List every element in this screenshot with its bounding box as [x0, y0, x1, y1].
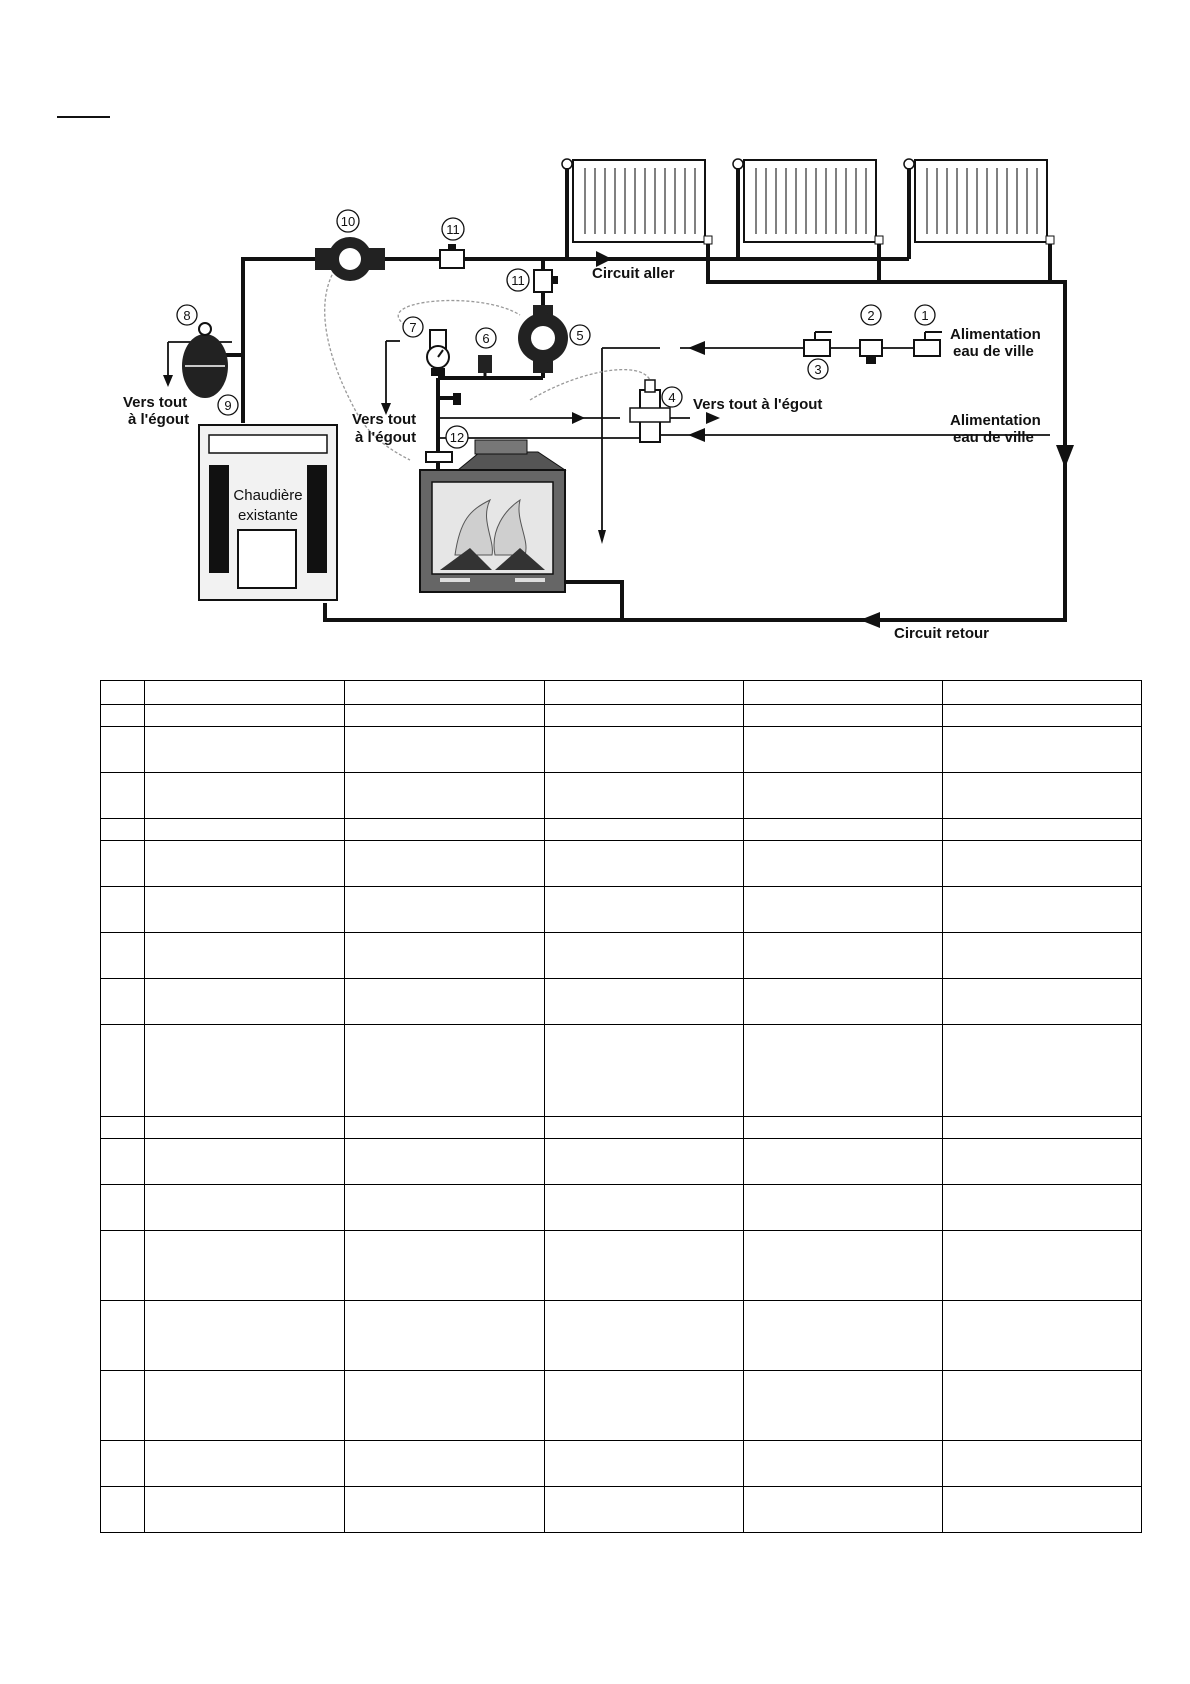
svg-text:2: 2: [867, 308, 875, 323]
table-cell: [145, 979, 345, 1025]
table-cell: [345, 1301, 545, 1371]
table-cell: [101, 1441, 145, 1487]
table-cell: [545, 887, 744, 933]
table-cell: [545, 727, 744, 773]
sensor-12-icon: [426, 452, 452, 462]
table-row: [101, 1231, 1142, 1301]
svg-text:11: 11: [446, 222, 460, 237]
marker-11a: [442, 218, 464, 240]
safety-valve-6-icon: [478, 355, 492, 378]
table-cell: [744, 1185, 943, 1231]
table-cell: [744, 1025, 943, 1117]
table-cell: [545, 681, 744, 705]
marker-6: [476, 328, 496, 348]
table-cell: [101, 841, 145, 887]
table-row: [101, 1371, 1142, 1441]
table-cell: [545, 979, 744, 1025]
radiator-3: [904, 159, 1054, 244]
table-cell: [101, 1301, 145, 1371]
table-cell: [345, 1185, 545, 1231]
label-egout-right: Vers tout à l'égout: [693, 396, 823, 413]
table-cell: [545, 1139, 744, 1185]
marker-2: [861, 305, 881, 325]
table-cell: [744, 727, 943, 773]
table-cell: [345, 1441, 545, 1487]
table-cell: [943, 1231, 1142, 1301]
marker-3: [808, 359, 828, 379]
table-cell: [145, 1117, 345, 1139]
marker-1: [915, 305, 935, 325]
table-cell: [943, 727, 1142, 773]
table-cell: [545, 1117, 744, 1139]
table-cell: [345, 1487, 545, 1533]
table-cell: [744, 841, 943, 887]
svg-text:1: 1: [921, 308, 929, 323]
table-cell: [943, 1441, 1142, 1487]
table-cell: [744, 773, 943, 819]
table-cell: [943, 1185, 1142, 1231]
svg-text:10: 10: [340, 214, 356, 229]
marker-8: [177, 305, 197, 325]
table-cell: [545, 1441, 744, 1487]
table-cell: [345, 841, 545, 887]
table-cell: [345, 933, 545, 979]
table-cell: [943, 887, 1142, 933]
table-row: [101, 1117, 1142, 1139]
marker-11b: [507, 269, 529, 291]
label-alimentation-1-line1: Alimentation: [950, 326, 1041, 343]
table-row: [101, 773, 1142, 819]
svg-text:12: 12: [449, 430, 465, 445]
table-row: [101, 1441, 1142, 1487]
empty-grid-table: [100, 680, 1142, 1533]
table-cell: [545, 705, 744, 727]
label-alimentation-1-line2: eau de ville: [953, 343, 1034, 360]
marker-5: [570, 325, 590, 345]
grid-body: [101, 681, 1142, 1533]
label-circuit-retour: Circuit retour: [894, 625, 990, 642]
table-cell: [744, 1371, 943, 1441]
table-cell: [943, 773, 1142, 819]
svg-text:9: 9: [224, 398, 232, 413]
table-cell: [545, 1025, 744, 1117]
table-cell: [545, 1487, 744, 1533]
expansion-vessel-icon: [182, 323, 228, 398]
table-row: [101, 841, 1142, 887]
heating-installation-diagram: [0, 0, 1190, 660]
table-cell: [744, 1441, 943, 1487]
table-cell: [345, 1117, 545, 1139]
table-row: [101, 1139, 1142, 1185]
table-cell: [101, 681, 145, 705]
table-cell: [345, 773, 545, 819]
table-cell: [744, 819, 943, 841]
table-cell: [545, 841, 744, 887]
table-row: [101, 933, 1142, 979]
valve-11-icon: [440, 244, 464, 268]
check-valve-2-icon: [860, 340, 882, 364]
table-cell: [101, 1117, 145, 1139]
table-cell: [101, 887, 145, 933]
label-egout-mid-line2: à l'égout: [355, 429, 417, 446]
table-cell: [145, 819, 345, 841]
svg-text:5: 5: [576, 328, 584, 343]
table-cell: [101, 773, 145, 819]
table-row: [101, 979, 1142, 1025]
table-cell: [101, 933, 145, 979]
table-cell: [145, 887, 345, 933]
valve-1-icon: [914, 332, 942, 356]
table-row: [101, 1487, 1142, 1533]
svg-text:6: 6: [482, 331, 490, 346]
table-cell: [545, 773, 744, 819]
table-cell: [145, 1371, 345, 1441]
valve-11b-icon: [534, 270, 558, 292]
marker-7: [403, 317, 423, 337]
label-circuit-aller: Circuit aller: [592, 265, 675, 282]
svg-text:4: 4: [668, 390, 676, 405]
table-cell: [145, 773, 345, 819]
table-cell: [545, 819, 744, 841]
table-cell: [145, 727, 345, 773]
table-cell: [943, 1025, 1142, 1117]
table-cell: [744, 705, 943, 727]
table-cell: [345, 681, 545, 705]
table-cell: [943, 1301, 1142, 1371]
marker-10: [337, 210, 359, 232]
table-cell: [545, 1371, 744, 1441]
table-cell: [744, 1487, 943, 1533]
table-cell: [101, 819, 145, 841]
table-row: [101, 819, 1142, 841]
svg-text:3: 3: [814, 362, 822, 377]
table-row: [101, 727, 1142, 773]
table-cell: [744, 1117, 943, 1139]
radiator-1: [562, 159, 712, 244]
label-alimentation-2-line2: eau de ville: [953, 429, 1034, 446]
table-cell: [101, 1139, 145, 1185]
label-boiler-line1: Chaudière: [233, 487, 303, 504]
valve-3-icon: [804, 332, 832, 356]
pump-5-icon: [518, 305, 568, 373]
label-egout-left-line1: Vers tout: [123, 394, 188, 411]
table-cell: [345, 1139, 545, 1185]
table-cell: [145, 1301, 345, 1371]
table-row: [101, 1185, 1142, 1231]
table-cell: [943, 933, 1142, 979]
table-cell: [545, 1301, 744, 1371]
table-cell: [545, 1185, 744, 1231]
radiator-2: [733, 159, 883, 244]
table-cell: [545, 933, 744, 979]
thermal-valve-4-icon: [630, 380, 670, 442]
table-cell: [943, 841, 1142, 887]
table-cell: [101, 727, 145, 773]
table-cell: [744, 1231, 943, 1301]
table-cell: [943, 1117, 1142, 1139]
table-cell: [101, 1025, 145, 1117]
table-row: [101, 1025, 1142, 1117]
table-cell: [744, 1139, 943, 1185]
table-cell: [943, 1139, 1142, 1185]
table-cell: [744, 887, 943, 933]
marker-12: [446, 426, 468, 448]
table-cell: [943, 1371, 1142, 1441]
table-cell: [943, 705, 1142, 727]
table-cell: [345, 979, 545, 1025]
valve-10-icon: [315, 237, 385, 281]
table-cell: [345, 887, 545, 933]
table-cell: [943, 681, 1142, 705]
table-cell: [744, 681, 943, 705]
label-egout-mid-line1: Vers tout: [352, 411, 417, 428]
table-cell: [145, 705, 345, 727]
table-cell: [145, 1487, 345, 1533]
label-boiler-line2: existante: [237, 507, 299, 524]
drain-tap-icon: [453, 393, 461, 405]
table-cell: [101, 979, 145, 1025]
marker-9: [218, 395, 238, 415]
table-cell: [145, 1231, 345, 1301]
table-cell: [145, 1025, 345, 1117]
table-row: [101, 887, 1142, 933]
table-cell: [345, 1025, 545, 1117]
table-cell: [145, 1139, 345, 1185]
table-cell: [145, 841, 345, 887]
table-cell: [345, 1231, 545, 1301]
table-cell: [943, 979, 1142, 1025]
label-alimentation-2-line1: Alimentation: [950, 412, 1041, 429]
table-cell: [101, 1231, 145, 1301]
table-cell: [145, 1441, 345, 1487]
table-cell: [101, 705, 145, 727]
table-cell: [943, 819, 1142, 841]
table-cell: [744, 979, 943, 1025]
pressure-gauge-7-icon: [427, 330, 449, 376]
table-row: [101, 681, 1142, 705]
table-row: [101, 1301, 1142, 1371]
table-cell: [744, 933, 943, 979]
table-cell: [943, 1487, 1142, 1533]
svg-text:8: 8: [183, 308, 191, 323]
table-cell: [744, 1301, 943, 1371]
table-cell: [145, 681, 345, 705]
table-cell: [545, 1231, 744, 1301]
table-cell: [345, 727, 545, 773]
label-egout-left-line2: à l'égout: [128, 411, 190, 428]
svg-text:7: 7: [409, 320, 417, 335]
table-cell: [145, 933, 345, 979]
table-cell: [345, 1371, 545, 1441]
svg-text:11: 11: [511, 273, 525, 288]
table-cell: [101, 1371, 145, 1441]
table-cell: [345, 705, 545, 727]
table-row: [101, 705, 1142, 727]
table-cell: [145, 1185, 345, 1231]
table-cell: [101, 1185, 145, 1231]
table-cell: [101, 1487, 145, 1533]
marker-4: [662, 387, 682, 407]
table-cell: [345, 819, 545, 841]
